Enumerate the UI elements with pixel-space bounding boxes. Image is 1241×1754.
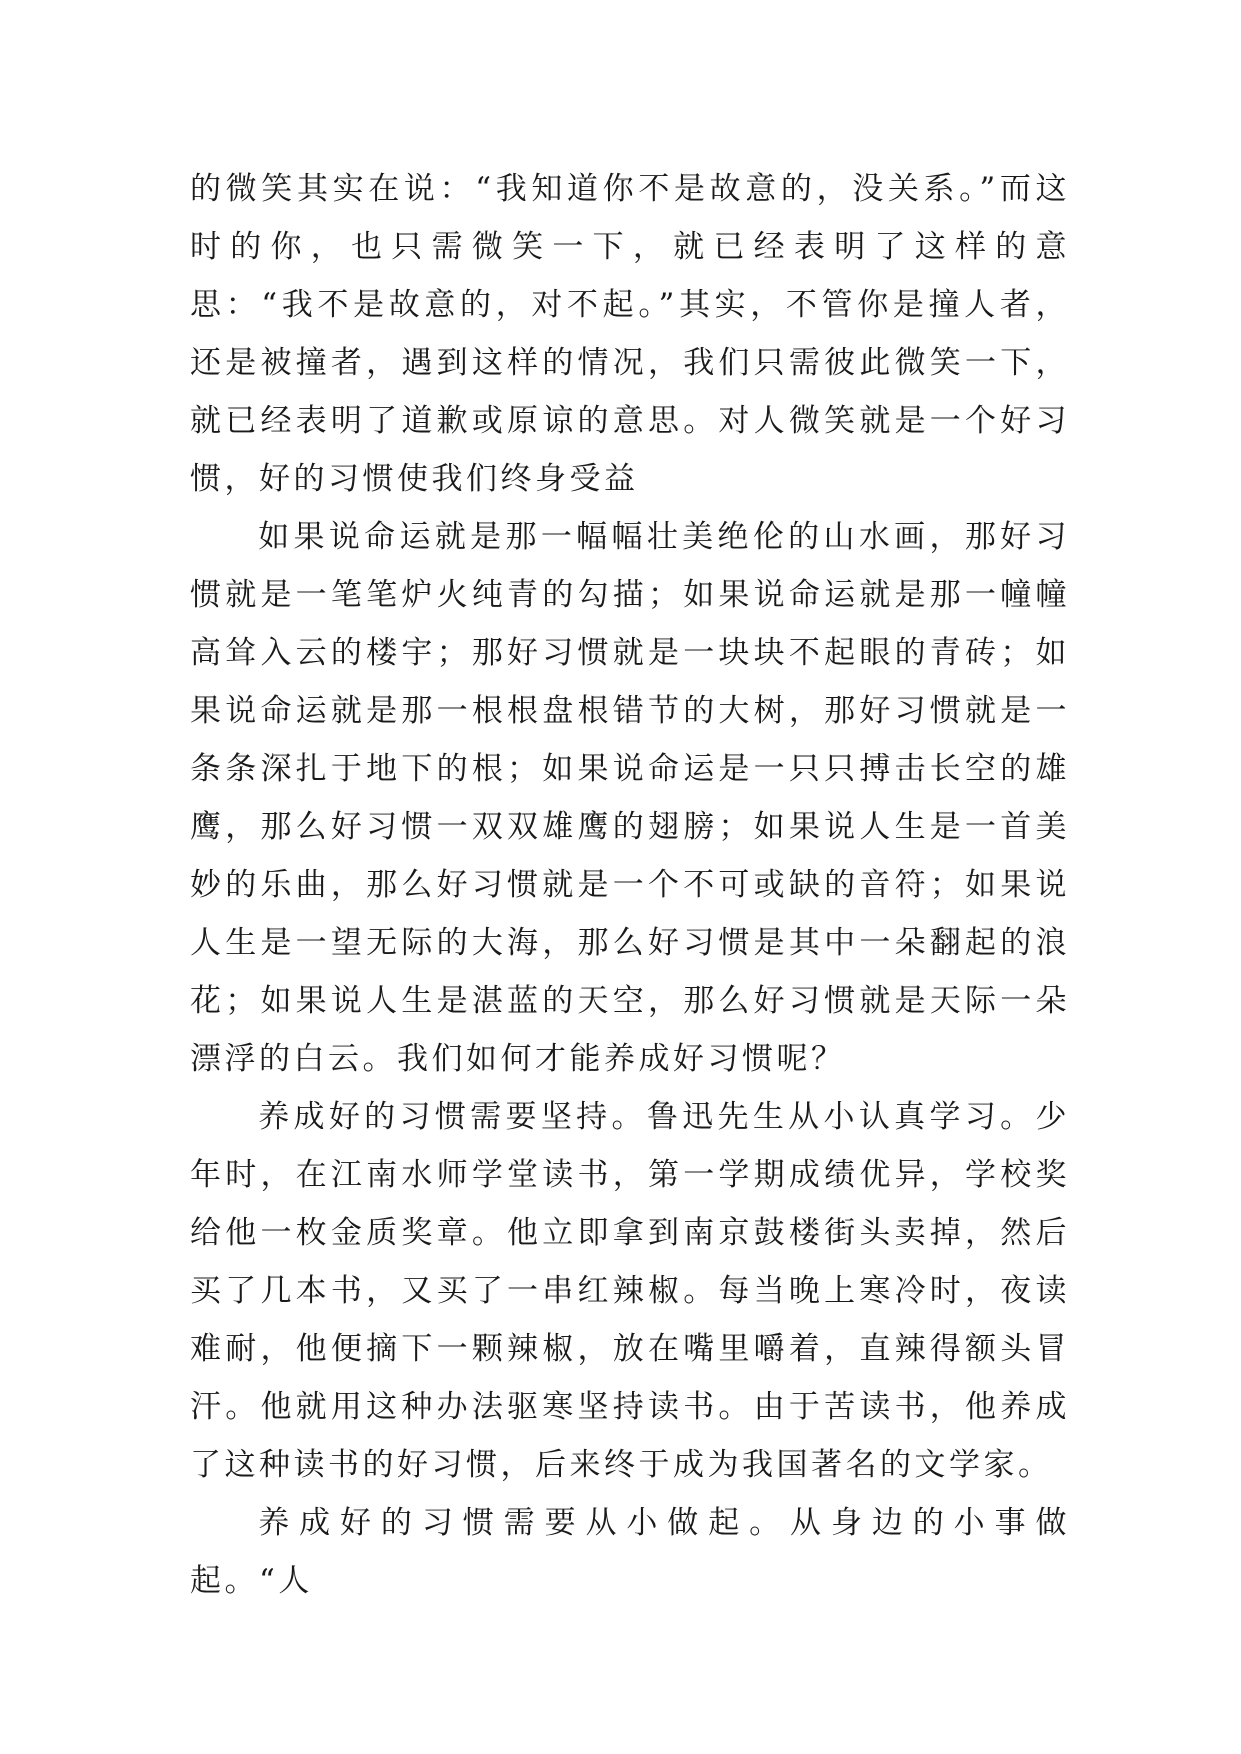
body-text — [190, 160, 1070, 1610]
paragraph-persistence-luxun: 养成好的习惯需要坚持。鲁迅先生从小认真学习。少年时，在江南水师学堂读书，第一学期成绩优异，学校奖给他一枚金质奖章。他立即拿到南京鼓楼街头卖掉，然后买了几本书，又买了一串红辣椒。每当晚上寒冷时，夜读难耐，他便摘下一颗辣椒，放在嘴里嚼着，直辣得额头冒汗。他就用这种办法驱寒坚持读书。由于苦读书，他养成了这种读书的好习惯，后来终于成为我国著名的文学家。 — [190, 1099, 1070, 1483]
paragraph-destiny-metaphors: 如果说命运就是那一幅幅壮美绝伦的山水画，那好习惯就是一笔笔炉火纯青的勾描；如果说命运就是那一幢幢高耸入云的楼宇；那好习惯就是一块块不起眼的青砖；如果说命运就是那一根根盘根错节的大树，那好习惯就是一条条深扎于地下的根；如果说命运是一只只搏击长空的雄鹰，那么好习惯一双双雄鹰的翅膀；如果说人生是一首美妙的乐曲，那么好习惯就是一个不可或缺的音符；如果说人生是一望无际的大海，那么好习惯是其中一朵翻起的浪花；如果说人生是湛蓝的天空，那么好习惯就是天际一朵漂浮的白云。我们如何才能养成好习惯呢？ — [190, 519, 1070, 1077]
paragraph-start-young: 养成好的习惯需要从小做起。从身边的小事做起。“人 — [190, 1505, 1070, 1599]
paragraph-continuation-smile: 的微笑其实在说：“我知道你不是故意的，没关系。”而这时的你，也只需微笑一下，就已经表明了这样的意思：“我不是故意的，对不起。”其实，不管你是撞人者，还是被撞者，遇到这样的情况，我们只需彼此微笑一下，就已经表明了道歉或原谅的意思。对人微笑就是一个好习惯，好的习惯使我们终身受益 — [190, 171, 1070, 497]
